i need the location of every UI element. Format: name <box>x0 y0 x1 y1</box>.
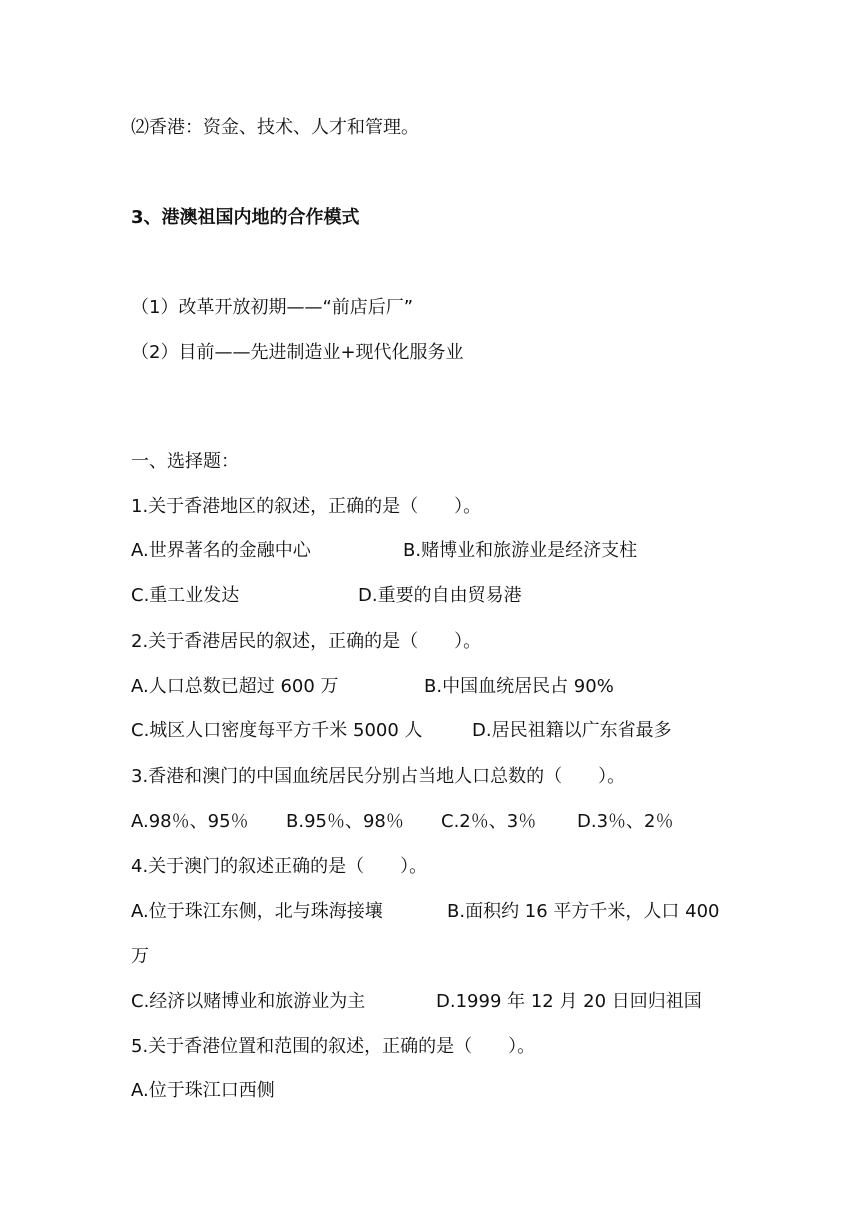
question-1-option-a: A.世界著名的金融中心 <box>131 540 311 561</box>
cooperation-mode-1: （1）改革开放初期——“前店后厂” <box>131 297 414 318</box>
question-4-option-b-continued: 万 <box>131 946 149 967</box>
question-4-stem: 4.关于澳门的叙述正确的是（ ）。 <box>131 856 428 877</box>
question-3-stem: 3.香港和澳门的中国血统居民分别占当地人口总数的（ ）。 <box>131 766 626 787</box>
question-4-option-b: B.面积约 16 平方千米，人口 400 <box>447 901 720 922</box>
hk-factors-line: ⑵香港：资金、技术、人才和管理。 <box>131 117 419 138</box>
question-2-stem: 2.关于香港居民的叙述，正确的是（ ）。 <box>131 631 482 652</box>
question-1-option-c: C.重工业发达 <box>131 585 240 606</box>
cooperation-mode-2: （2）目前——先进制造业+现代化服务业 <box>131 342 464 363</box>
question-1-option-b: B.赌博业和旅游业是经济支柱 <box>403 540 638 561</box>
question-4-option-d: D.1999 年 12 月 20 日回归祖国 <box>436 991 702 1012</box>
question-2-option-d: D.居民祖籍以广东省最多 <box>472 720 672 741</box>
exercise-heading: 一、选择题： <box>131 451 239 472</box>
question-1-option-d: D.重要的自由贸易港 <box>358 585 522 606</box>
question-4-option-c: C.经济以赌博业和旅游业为主 <box>131 991 366 1012</box>
question-1-stem: 1.关于香港地区的叙述，正确的是（ ）。 <box>131 496 482 517</box>
question-3-option-c: C.2％、3％ <box>441 811 537 832</box>
question-3-option-b: B.95％、98％ <box>286 811 404 832</box>
question-2-option-c: C.城区人口密度每平方千米 5000 人 <box>131 720 423 741</box>
question-4-option-a: A.位于珠江东侧，北与珠海接壤 <box>131 901 383 922</box>
question-5-option-a: A.位于珠江口西侧 <box>131 1080 275 1101</box>
question-3-option-a: A.98％、95％ <box>131 811 249 832</box>
section-3-heading: 3、港澳祖国内地的合作模式 <box>131 207 360 228</box>
question-3-option-d: D.3％、2％ <box>577 811 674 832</box>
question-2-option-a: A.人口总数已超过 600 万 <box>131 676 339 697</box>
question-5-stem: 5.关于香港位置和范围的叙述，正确的是（ ）。 <box>131 1036 536 1057</box>
question-2-option-b: B.中国血统居民占 90% <box>424 676 614 697</box>
